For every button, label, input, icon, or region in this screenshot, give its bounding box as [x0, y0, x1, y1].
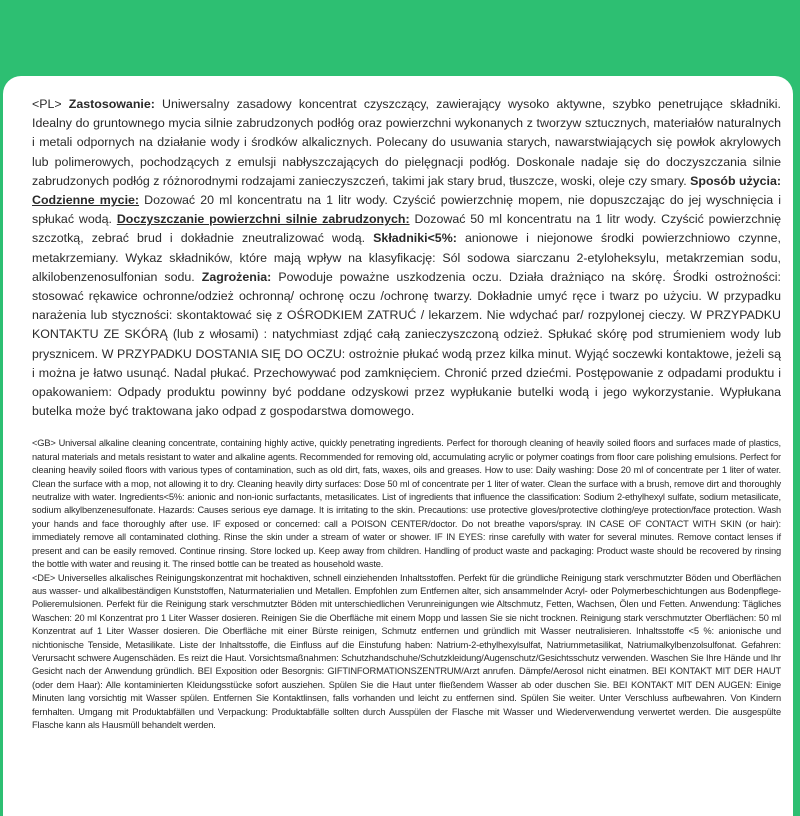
german-section: <DE> Universelles alkalisches Reinigungskonzentrat mit hochaktiven, schnell einziehenden Inhaltsstoffen. Perfekt für die gründliche Reinigung stark verschmutzter Böden und Oberflächen aus wasser- und alkalibeständigen Kunststoffen, Naturmaterialien und Metallen. Empfohlen zum Entfernen alter, sich ansammelnder Acryl- oder Polymerbeschichtungen aus Bodenpflege-Polieremulsionen. Perfekt für die Reinigung stark verschmutzter Böden mit unterschiedlichen Verunreinigungen wie Altschmutz, Fetten, Wachsen, Ölen und Fetten. Anwendung: Tägliches Waschen: 20 ml Konzentrat pro 1 Liter Wasser dosieren. Reinigen Sie die Oberfläche mit einem Mopp und lassen Sie sie nicht trocknen. Reinigung stark verschmutzter Oberflächen: 50 ml Konzentrat auf 1 Liter Wasser dosieren. Die Oberfläche mit einer Bürste reinigen, Schmutz entfernen und gründlich mit Wasser neutralisieren. Inhaltsstoffe <5 %: anionische und nichtionische Tenside, Metasilikate. Liste der Inhaltsstoffe, die Einfluss auf die Einstufung haben: Natrium-2-ethylhexylsulfat, Natriummetasilikat, Natriumalkylbenzolsulfonat. Gefahren: Verursacht schwere Augenschäden. Es reizt die Haut. Vorsichtsmaßnahmen: Schutzhandschuhe/Schutzkleidung/Augenschutz/Gesichtsschutz verwenden. Waschen Sie Ihre Hände und Ihr Gesicht nach der Anwendung gründlich. BEI Exposition oder Besorgnis: GIFTINFORMATIONSZENTRUM/Arzt anrufen. Dämpfe/Aerosol nicht einatmen. BEI KONTAKT MIT DER HAUT (oder dem Haar): Alle kontaminierten Kleidungsstücke sofort ausziehen. Spülen Sie die Haut unter fließendem Wasser ab oder duschen Sie. BEI KONTAKT MIT DEN AUGEN: Einige Minuten lang vorsichtig mit Wasser spülen. Entfernen Sie Kontaktlinsen, falls vorhanden und leicht zu entfernen sind. Spülen Sie weiter. Unter Verschluss aufbewahren. Von Kindern fernhalten. Umgang mit Produktabfällen und Verpackung: Produktabfälle sollten durch Ausspülen der Flasche mit Wasser und Wiederverwendung verwertet werden. Die ausgespülte Flasche kann als Hausmüll behandelt werden.: [32, 572, 781, 730]
pl-hazards-text: Powoduje poważne uszkodzenia oczu. Działa drażniąco na skórę. Środki ostrożności: stosować rękawice ochronne/odzież ochronną/ ochronę oczu /ochronę twarzy. Dokładnie umyć ręce i twarz po użyciu. W przypadku narażenia lub styczności: skontaktować się z OŚRODKIEM ZATRUĆ / lekarzem. Nie wdychać par/ rozpylonej cieczy. W PRZYPADKU KONTAKTU ZE SKÓRĄ (lub z włosami) : natychmiast zdjąć całą zanieczyszczoną odzież. Spłukać skórę pod strumieniem wody lub prysznicem. W PRZYPADKU DOSTANIA SIĘ DO OCZU: ostrożnie płukać wodą przez kilka minut. Wyjąć soczewki kontaktowe, jeżeli są i można je łatwo usunąć. Nadal płukać. Przechowywać pod zamknięciem. Chronić przed dziećmi. Postępowanie z odpadami produktu i opakowaniem: Odpady produktu powinny być poddane odzyskowi przez wypłukanie butelki wodą i jego wykorzystanie. Wypłukana butelka może być traktowana jako odpad z gospodarstwa domowego.: [32, 269, 781, 419]
pl-method-heading: Sposób użycia:: [690, 173, 782, 188]
pl-heavy-heading: Doczyszczanie powierzchni silnie zabrudzonych:: [116, 212, 410, 227]
pl-ingredients-heading: Składniki<5%:: [373, 231, 457, 246]
pl-usage-text: Uniwersalny zasadowy koncentrat czyszczący, zawierający wysoko aktywne, szybko penetrujące składniki. Idealny do gruntownego mycia silnie zabrudzonych podłóg oraz powierzchni wykonanych z tworzyw sztucznych, materiałów naturalnych i metali odpornych na działanie wody i środków alkalicznych. Polecany do usuwania starych, nawarstwiających się powłok akrylowych lub polimerowych, pochodzących z emulsji nabłyszczających do pielęgnacji podłóg. Doskonale nadaje się do doczyszczania silnie zabrudzonych podłóg z różnorodnymi rodzajami zanieczyszczeń, takimi jak stary brud, tłuszcze, woski, oleje czy smary.: [32, 97, 781, 188]
pl-daily-heading: Codzienne mycie:: [32, 193, 140, 208]
pl-hazards-heading: Zagrożenia:: [201, 269, 272, 284]
pl-daily-text: Dozować 20 ml koncentratu na 1 litr wody. Czyścić powierzchnię mopem, nie dopuszczając do jej wyschnięcia i spłukać wodą.: [32, 193, 781, 227]
pl-lang-tag: <PL>: [32, 97, 62, 111]
label-panel: [3, 76, 793, 816]
english-section: <GB> Universal alkaline cleaning concentrate, containing highly active, quickly penetrating ingredients. Perfect for thorough cleaning of heavily soiled floors and surfaces made of plastics, natural materials and metals resistant to water and alkaline agents. Recommended for removing old, accumulating acrylic or polymer coatings from floor care polishing emulsions. Perfect for cleaning heavily soiled floors with various types of contamination, such as old dirt, fats, waxes, oils and greases. How to use: Daily washing: Dose 20 ml of concentrate per 1 liter of water. Clean the surface with a mop, not allowing it to dry. Cleaning heavily dirty surfaces: Dose 50 ml of concentrate per 1 liter of water. Clean the surface with a brush, remove dirt and thoroughly neutralize with water. Ingredients<5%: anionic and non-ionic surfactants, metasilicates. List of ingredients that influence the classification: Sodium 2-ethylhexyl sulfate, sodium metasilicate, sodium alkylbenzenesulfonate. Hazards: Causes serious eye damage. It is irritating to the skin. Precautions: use protective gloves/protective clothing/eye protection/face protection. Wash your hands and face thoroughly after use. IF exposed or concerned: call a POISON CENTER/doctor. Do not breathe vapors/spray. IN CASE OF CONTACT WITH SKIN (or hair): immediately remove all contaminated clothing. Rinse the skin under a stream of water or shower. IF IN EYES: rinse carefully with water for several minutes. Remove contact lenses if present and can be easily removed. Continue rinsing. Store locked up. Keep away from children. Handling of product waste and packaging: Product waste should be recovered by rinsing the bottle with water and reusing it. The rinsed bottle can be treated as household waste.: [32, 438, 781, 570]
pl-heavy-text: Dozować 50 ml koncentratu na 1 litr wody. Czyścić powierzchnię szczotką, zebrać brud i dokładnie zneutralizować wodą.: [32, 212, 781, 246]
pl-usage-heading: Zastosowanie:: [68, 97, 155, 111]
polish-section: [32, 95, 781, 421]
pl-ingredients-text: anionowe i niejonowe środki powierzchniowo czynne, metakrzemiany. Wykaz składników, które mają wpływ na klasyfikację: Sól sodowa siarczanu 2-etyloheksylu, metakrzemian sodu, alkilobenzenosulfonian sodu.: [32, 231, 781, 284]
